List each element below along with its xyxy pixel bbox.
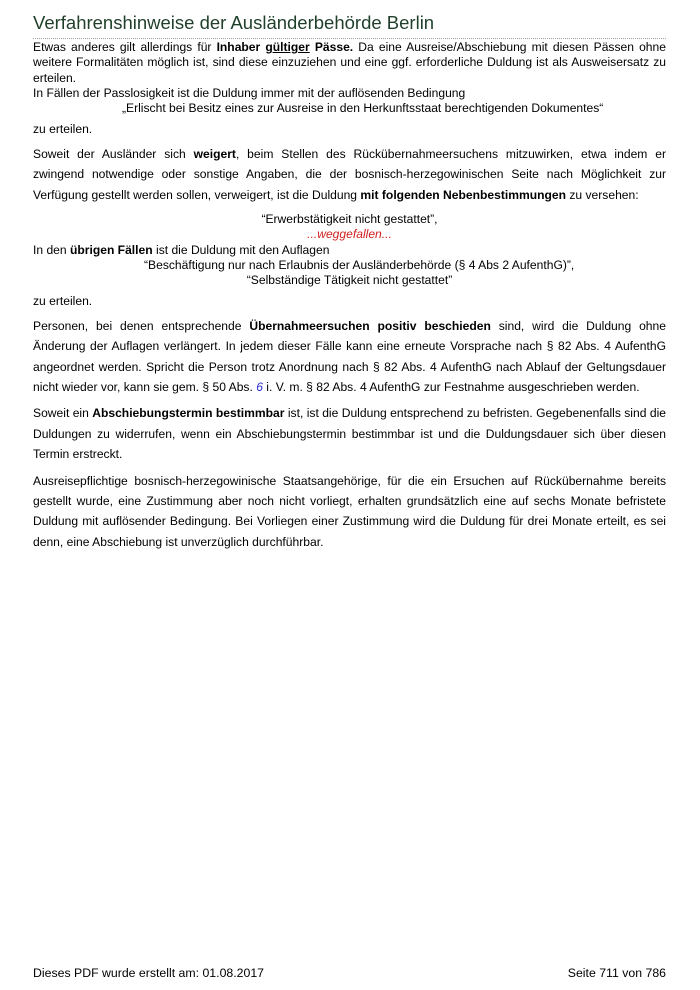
bold-text: mit folgenden Nebenbestimmungen [360, 187, 567, 202]
condition-quote: „Erlischt bei Besitz eines zur Ausreise in den Herkunftsstaat berechtigenden Dokumentes“ [122, 101, 604, 116]
bold-text: Inhaber [216, 40, 266, 54]
page-number: Seite 711 von 786 [567, 966, 666, 980]
text-segment: zu versehen: [566, 187, 639, 202]
paragraph-positive-decision [33, 316, 666, 398]
text-segment: sind, wird die Duldung ohne Änderung der Auflagen verlängert. In jedem dieser Fälle kann eine erneute Vorsprache nach § 82 Abs. 4 AufenthG angeordnet werden. Spricht die Person trotz Anordnung nach § 82 Abs. 4 AufenthG nach Ablauf der Geltungsdauer nicht wieder vor, kann sie gem. § 50 Abs. [33, 318, 666, 394]
text-segment: Da eine Ausreise/Abschiebung mit diesen Pässen ohne weitere Formalitäten möglich ist, sind diese einzuziehen und eine ggf. erforderliche Duldung ist als Ausweisersatz zu erteilen. [33, 40, 666, 85]
text-segment: i. V. m. § 82 Abs. 4 AufenthG zur Festnahme ausgeschrieben werden. [262, 380, 640, 394]
text-segment: Soweit ein [33, 406, 93, 421]
paragraph-valid-passports [33, 40, 666, 86]
bold-text: übrigen Fällen [69, 242, 153, 257]
condition-quote: “Selbständige Tätigkeit nicht gestattet” [246, 273, 453, 288]
bold-text: Pässe. [309, 40, 354, 54]
bold-text: weigert [193, 146, 236, 161]
text-segment: Soweit der Ausländer sich [33, 146, 194, 161]
paragraph-other-cases [33, 243, 666, 258]
text-segment: ist die Duldung mit den Auflagen [152, 242, 330, 257]
section-link[interactable]: 6 [256, 380, 263, 394]
paragraph-deportation-date [33, 403, 666, 464]
text-segment: In den [33, 242, 70, 257]
bold-text: Abschiebungstermin bestimmbar [92, 406, 285, 421]
bold-text: Übernahmeersuchen positiv beschieden [249, 318, 491, 333]
page-title: Verfahrenshinweise der Ausländerbehörde Berlin [33, 12, 666, 39]
text-segment: ist, ist die Duldung entsprechend zu befristen. Gegebenenfalls sind die Duldungen zu widerrufen, wenn ein Abschiebungstermin bestimmbar ist und die Duldungsdauer sich über diesen Termin erstreckt. [33, 406, 666, 462]
document-page [33, 0, 666, 990]
paragraph-closing: zu erteilen. [33, 294, 93, 309]
text-segment: , beim Stellen des Rückübernahmeersuchens mitzuwirken, etwa indem er zwingend notwendige oder sonstige Angaben, die der bosnisch-herzegowinischen Seite nach Möglichkeit zur Verfügung gestellt werden sollen, verweigert, ist die Duldung [33, 146, 666, 202]
paragraph-closing: zu erteilen. [33, 122, 93, 137]
text-segment: Personen, bei denen entsprechende [33, 318, 250, 333]
creation-date: Dieses PDF wurde erstellt am: 01.08.2017 [33, 966, 265, 980]
document-body [33, 40, 666, 552]
bold-underlined-text: gültiger [265, 40, 310, 54]
paragraph-bosnian-nationals: Ausreisepflichtige bosnisch-herzegowinische Staatsangehörige, für die ein Ersuchen auf Rückübernahme bereits gestellt wurde, eine Zustimmung aber noch nicht vorliegt, erhalten grundsätzlich eine auf sechs Monate befristete Duldung mit auflösender Bedingung. Bei Vorliegen einer Zustimmung wird die Duldung für drei Monate erteilt, es sei denn, eine Abschiebung ist unverzüglich durchführbar. [33, 473, 666, 549]
paragraph-passlessness: In Fällen der Passlosigkeit ist die Duldung immer mit der auflösenden Bedingung [33, 85, 466, 100]
text-segment: Etwas anderes gilt allerdings für [33, 40, 217, 54]
condition-quote: “Beschäftigung nur nach Erlaubnis der Ausländerbehörde (§ 4 Abs 2 AufenthG)”, [144, 257, 575, 272]
removed-text-marker: ...weggefallen... [307, 227, 392, 242]
page-footer [33, 966, 666, 980]
condition-quote: “Erwerbstätigkeit nicht gestattet”, [261, 212, 438, 226]
paragraph-refusal [33, 144, 666, 205]
